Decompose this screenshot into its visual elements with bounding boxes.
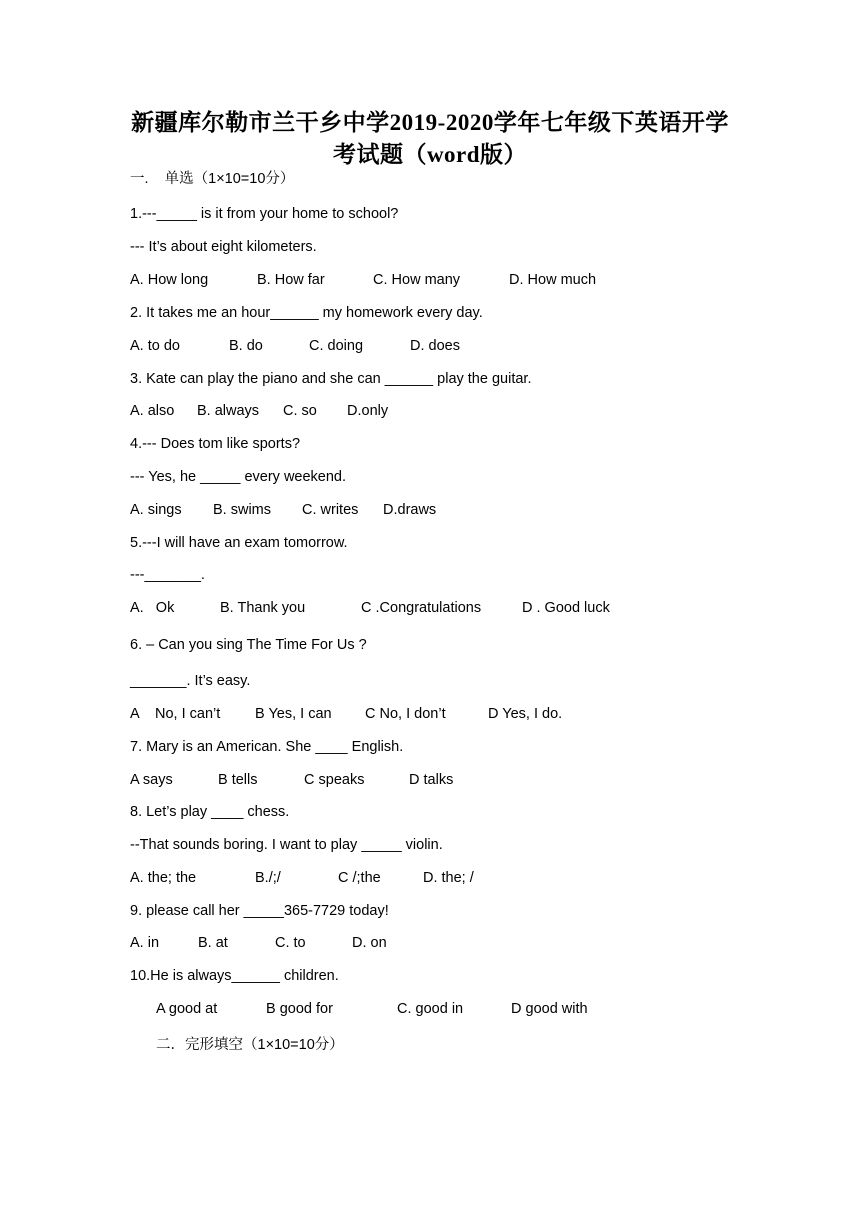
question-9-option-d: D. on: [352, 935, 387, 951]
question-3-option-b: B. always: [197, 403, 260, 419]
question-8-option-d: D. the; /: [423, 870, 474, 886]
question-1-reply: --- It’s about eight kilometers.: [130, 239, 317, 255]
question-5-option-d: D . Good luck: [522, 600, 610, 616]
question-6-option-d: D Yes, I do.: [488, 706, 563, 722]
question-8-option-a: A. the; the: [130, 870, 197, 886]
question-3-option-a: A. also: [130, 403, 175, 419]
question-7-option-d: D talks: [409, 772, 454, 788]
section-heading-multiple-choice: 一. 单选（1×10=10分）: [130, 171, 295, 187]
question-9-option-b: B. at: [198, 935, 228, 951]
question-5-option-b: B. Thank you: [220, 600, 306, 616]
question-6-reply: _______. It’s easy.: [130, 673, 251, 689]
question-10-option-b: B good for: [266, 1001, 333, 1017]
question-7-stem: 7. Mary is an American. She ____ English.: [130, 739, 404, 755]
question-8-option-b: B./;/: [255, 870, 281, 886]
question-9-stem: 9. please call her _____365-7729 today!: [130, 903, 389, 919]
question-4-option-a: A. sings: [130, 502, 182, 518]
document-title-line2: 考试题（word版）: [332, 142, 528, 167]
document-title-line1: 新疆库尔勒市兰干乡中学2019-2020学年七年级下英语开学: [131, 110, 729, 135]
question-7-option-b: B tells: [218, 772, 258, 788]
question-3-option-d: D.only: [347, 403, 389, 419]
question-8-reply: --That sounds boring. I want to play _____ violin.: [130, 837, 443, 853]
question-4-stem: 4.--- Does tom like sports?: [130, 436, 301, 452]
question-7-option-c: C speaks: [304, 772, 365, 788]
question-9-option-a: A. in: [130, 935, 160, 951]
question-5-stem: 5.---I will have an exam tomorrow.: [130, 535, 348, 551]
question-2-option-a: A. to do: [130, 338, 180, 354]
question-4-option-d: D.draws: [383, 502, 437, 518]
question-5-option-a: A. Ok: [130, 600, 175, 616]
question-6-option-b: B Yes, I can: [255, 706, 332, 722]
question-1-option-a: A. How long: [130, 272, 209, 288]
question-7-option-a: A says: [130, 772, 173, 788]
question-8-option-c: C /;the: [338, 870, 381, 886]
question-5-reply: ---_______.: [130, 567, 205, 583]
question-1-stem: 1.---_____ is it from your home to school?: [130, 206, 399, 222]
section-heading-cloze: 二．完形填空（1×10=10分）: [156, 1037, 344, 1053]
question-1-option-b: B. How far: [257, 272, 325, 288]
question-10-stem: 10.He is always______ children.: [130, 968, 339, 984]
question-9-option-c: C. to: [275, 935, 306, 951]
question-1-option-c: C. How many: [373, 272, 461, 288]
question-3-stem: 3. Kate can play the piano and she can ______ play the guitar.: [130, 371, 532, 387]
question-2-stem: 2. It takes me an hour______ my homework every day.: [130, 305, 483, 321]
question-2-option-b: B. do: [229, 338, 263, 354]
question-4-reply: --- Yes, he _____ every weekend.: [130, 469, 347, 485]
question-4-option-b: B. swims: [213, 502, 271, 518]
question-3-option-c: C. so: [283, 403, 317, 419]
question-4-option-c: C. writes: [302, 502, 359, 518]
question-5-option-c: C .Congratulations: [361, 600, 482, 616]
question-2-option-d: D. does: [410, 338, 460, 354]
question-6-option-a: A No, I can’t: [130, 706, 221, 722]
question-2-option-c: C. doing: [309, 338, 364, 354]
question-6-stem: 6. – Can you sing The Time For Us ?: [130, 637, 367, 653]
question-10-option-d: D good with: [511, 1001, 588, 1017]
question-10-option-c: C. good in: [397, 1001, 464, 1017]
question-10-option-a: A good at: [156, 1001, 218, 1017]
question-8-stem: 8. Let’s play ____ chess.: [130, 804, 290, 820]
question-1-option-d: D. How much: [509, 272, 597, 288]
question-6-option-c: C No, I don’t: [365, 706, 446, 722]
